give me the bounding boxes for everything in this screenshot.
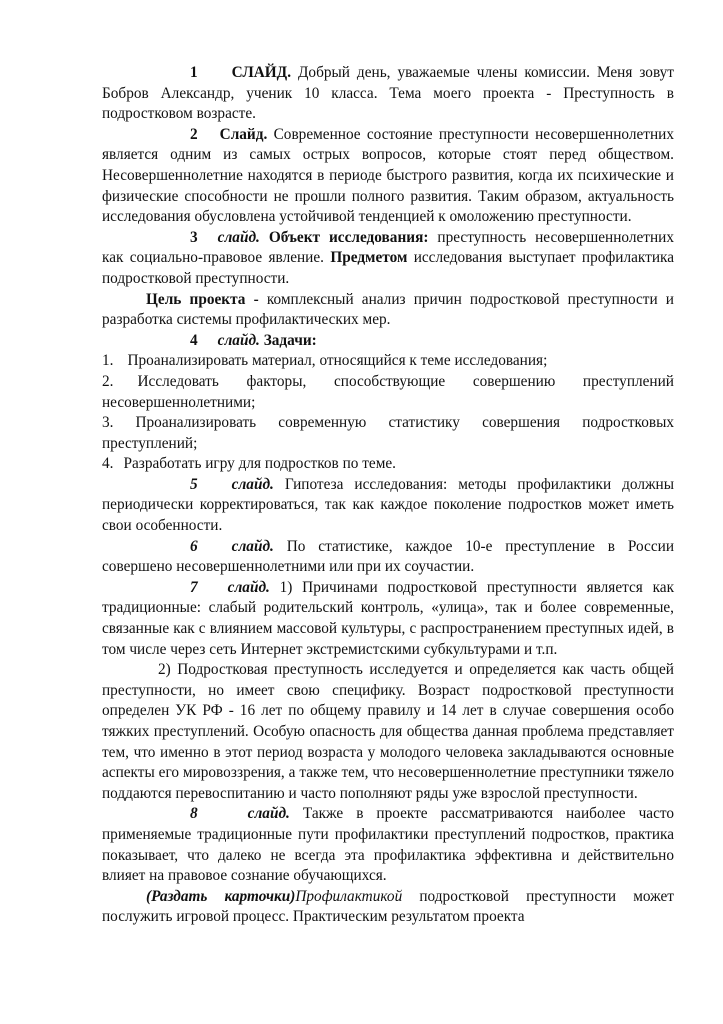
slide-5-text: Гипотеза исследования: методы профилактики должны периодически корректироваться, так как каждое поколение подростков может иметь свои особенности.	[102, 475, 674, 535]
cards-label: (Раздать карточки)	[146, 887, 296, 905]
slide-1-label: СЛАЙД.	[231, 64, 292, 81]
slide-6-paragraph	[102, 537, 674, 578]
slide-3-object-text: преступность несовершеннолетних как социально-правовое явление.	[102, 228, 675, 267]
slide-7-part-2-text: 2) Подростковая преступность исследуется и определяется как часть общей преступности, но имеет свою специфику. Возраст подростковой преступности определен УК РФ - 16 лет по общему правилу и 14 лет в случае совершения особо тяжких преступлений. Особую опасность для общества данная проблема представляет тем, что именно в этот период возраста у молодого человека закладываются основные аспекты его мировоззрения, а также тем, что несовершеннолетние преступники тяжело поддаются перевоспитанию и часто пополняют ряды уже взрослой преступности.	[102, 661, 674, 802]
slide-8-label: слайд.	[247, 805, 290, 823]
goal-paragraph	[102, 290, 674, 331]
goal-label: Цель проекта -	[146, 290, 259, 308]
goal-text: комплексный анализ причин подростковой преступности и разработка системы профилактических мер.	[102, 290, 674, 329]
slide-4-tasks-label: Задачи:	[259, 331, 317, 349]
slide-7-label: слайд.	[227, 578, 270, 596]
slide-1-text: Добрый день, уважаемые члены комиссии. Меня зовут Бобров Александр, ученик 10 класса. Тема моего проекта - Преступность в подростковом возрасте.	[102, 64, 674, 123]
task-item	[102, 454, 674, 475]
task-text: Разработать игру для подростков по теме.	[123, 455, 397, 473]
task-item	[102, 351, 674, 372]
slide-7-paragraph	[102, 578, 674, 660]
slide-3-subject-label: Предметом	[330, 249, 408, 267]
slide-1-number: 1	[190, 64, 198, 81]
slide-8-paragraph	[102, 804, 674, 886]
document-page	[102, 63, 674, 928]
slide-6-text: По статистике, каждое 10-е преступление в России совершено несовершеннолетними или при их соучастии.	[102, 537, 674, 576]
task-text: Исследовать факторы, способствующие совершению преступлений несовершеннолетними;	[102, 372, 674, 411]
task-number: 1.	[102, 352, 114, 370]
slide-2-paragraph	[102, 125, 674, 228]
slide-4-number: 4	[190, 331, 198, 349]
slide-2-text: Современное состояние преступности несовершеннолетних является одним из самых острых вопросов, которые стоят перед обществом. Несовершеннолетние находятся в периоде быстрого развития, когда их психические и физические способности не прошли полного развития. Таким образом, актуальность исследования обусловлена устойчивой тенденцией к омоложению преступности.	[102, 125, 674, 226]
cards-text: подростковой преступности может послужить игровой процесс. Практическим результатом проекта	[102, 887, 674, 926]
slide-8-text: Также в проекте рассматриваются наиболее часто применяемые традиционные пути профилактики преступлений подростков, практика показывает, что далеко не всегда эта профилактика эффективна и действительно влияет на правовое сознание обучающихся.	[102, 805, 674, 885]
slide-4-label: слайд.	[217, 331, 260, 349]
task-number: 2.	[102, 372, 114, 390]
slide-3-number: 3	[190, 228, 198, 246]
task-item	[102, 372, 674, 413]
task-number: 3.	[102, 414, 114, 432]
cards-italic-word: Профилактикой	[295, 887, 403, 905]
slide-1-paragraph	[102, 63, 674, 125]
cards-paragraph	[102, 887, 674, 928]
slide-6-number: 6	[190, 537, 198, 555]
slide-5-paragraph	[102, 475, 674, 537]
task-text: Проанализировать современную статистику совершения подростковых преступлений;	[102, 414, 674, 452]
slide-7-text: 1) Причинами подростковой преступности является как традиционные: слабый родительский контроль, «улица», так и более современные, связанные как с влиянием массовой культуры, с распространением преступных идей, в том числе через сеть Интернет экстремистскими субкультурами и т.п.	[102, 578, 674, 658]
task-number: 4.	[102, 455, 114, 473]
slide-7-number: 7	[190, 578, 198, 596]
slide-3-subject-text: исследования выступает профилактика подростковой преступности.	[102, 249, 674, 287]
slide-3-label: слайд.	[217, 228, 260, 246]
slide-2-label: Слайд.	[219, 125, 268, 143]
task-item	[102, 413, 674, 454]
task-text: Проанализировать материал, относящийся к теме исследования;	[127, 352, 548, 370]
slide-3-paragraph	[102, 228, 674, 290]
slide-3-object-label: Объект исследования:	[259, 228, 429, 246]
slide-2-number: 2	[190, 125, 198, 143]
slide-7-part-2-paragraph	[102, 660, 674, 804]
slide-8-number: 8	[190, 805, 198, 823]
slide-6-label: слайд.	[231, 537, 274, 555]
slide-4-paragraph	[102, 331, 674, 352]
slide-5-number: 5	[190, 475, 198, 493]
slide-5-label: слайд.	[231, 475, 274, 493]
